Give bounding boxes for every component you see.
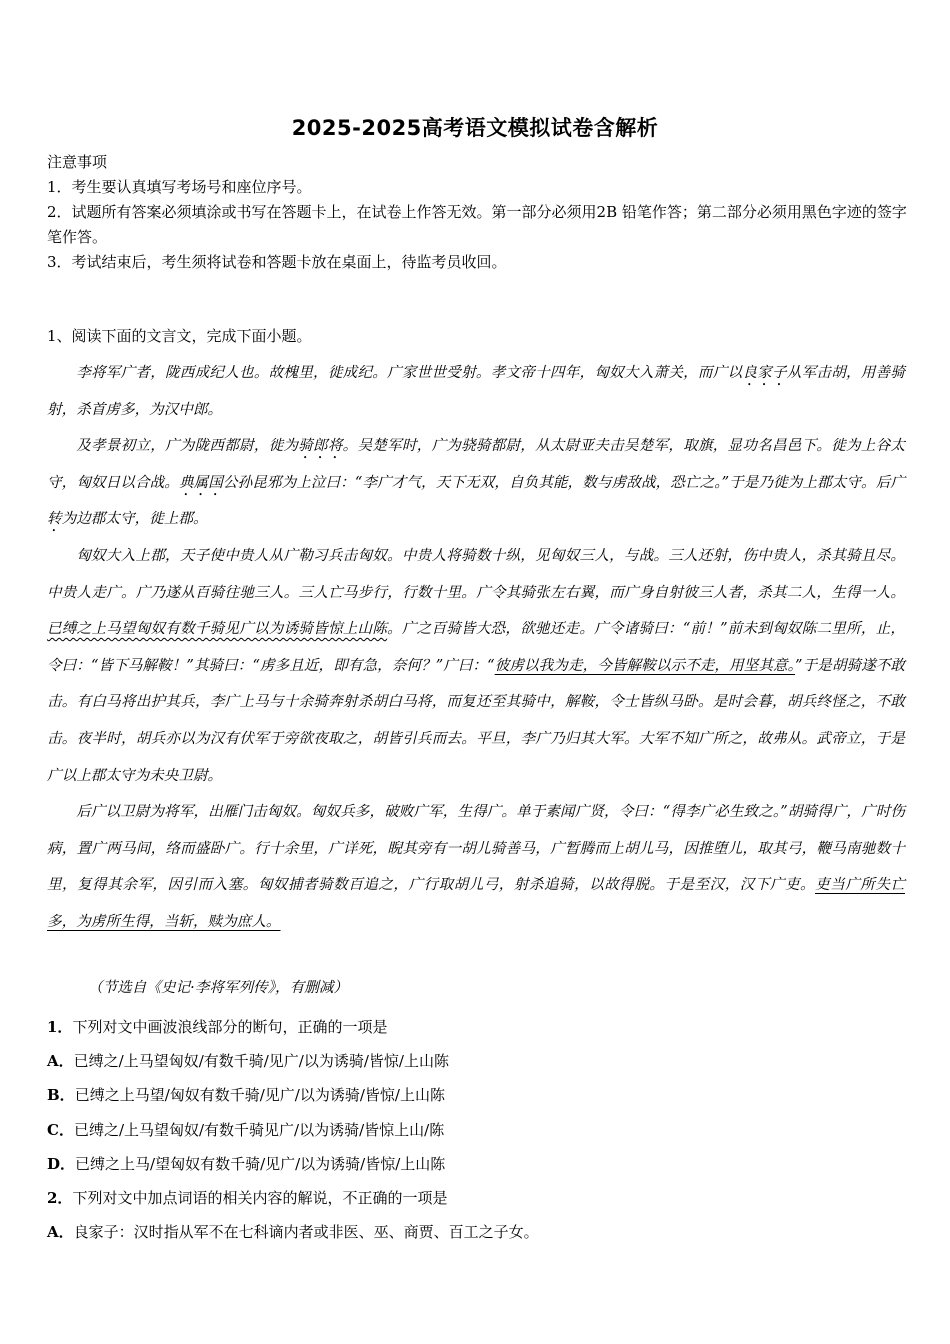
passage-paragraph (47, 428, 905, 538)
question-number: 1． (47, 1018, 73, 1036)
page-title: 2025-2025高考语文模拟试卷含解析 (291, 116, 659, 140)
question-intro: 1、阅读下面的文言文，完成下面小题。 (47, 327, 312, 345)
notice-heading: 注意事项 (47, 153, 108, 171)
passage-text: 公孙昆邪为上泣曰：“李广才气，天下无双，自负其能，数与虏敌战，恐亡之。”于是乃徙为上郡太守。后广 (222, 473, 905, 491)
option-b (47, 1078, 907, 1112)
notice-item: 1．考生要认真填写考场号和座位序号。 (47, 178, 312, 196)
dotted-term: 良家子 (742, 364, 787, 381)
option-a (47, 1044, 907, 1078)
option-text: 已缚之/上马望匈奴/有数千骑/见广/以为诱骑/皆惊/上山陈 (73, 1052, 449, 1071)
passage-text: 。吴楚军时，广为骁骑都尉，从太尉亚夫击吴楚军，取旗，显功名昌邑下。徙为上谷太守，匈奴日以合战。 (47, 437, 905, 491)
option-a (47, 1215, 907, 1249)
passage-text: 后广以卫尉为将军，出雁门击匈奴。匈奴兵多，破败广军，生得广。单于素闻广贤，令曰：“得李广必生致之。”胡骑得广，广时伤病，置广两马间，络而盛卧广。行十余里，广详死，睨其旁有一胡儿骑善马，广暂腾而上胡儿马，因推堕儿，取其弓，鞭马南驰数十里，复得其余军，因引而入塞。匈奴捕者骑数百追之，广行取胡儿弓，射杀追骑，以故得脱。于是至汉，汉下广吏。 (47, 803, 905, 894)
passage-text: 从军击胡，用善骑射，杀首虏多，为汉中郎。 (47, 364, 905, 418)
question-list (47, 1010, 907, 1249)
passage-paragraph (47, 355, 905, 428)
question-number: 2． (47, 1189, 73, 1208)
question-stem (47, 1181, 907, 1215)
passage-paragraph (47, 538, 905, 794)
passage-text: 匈奴大入上郡，天子使中贵人从广勒习兵击匈奴。中贵人将骑数十纵，见匈奴三人，与战。三人还射，伤中贵人，杀其骑且尽。中贵人走广。广乃遂从百骑往驰三人。三人亡马步行，行数十里。广令其骑张左右翼，而广身自射彼三人者，杀其二人，生得一人。 (47, 546, 905, 601)
notice-item: 2．试题所有答案必须填涂或书写在答题卡上，在试卷上作答无效。第一部分必须用2B 铅笔作答；第二部分必须用黑色字迹的签字笔作答。 (47, 203, 907, 246)
question-text: 下列对文中画波浪线部分的断句，正确的一项是 (72, 1018, 388, 1036)
underlined-sentence: 彼虏以我为走，今皆解鞍以示不走，用坚其意。 (494, 656, 796, 674)
notice-item: 3．考试结束后，考生须将试卷和答题卡放在桌面上，待监考员收回。 (47, 253, 507, 271)
dotted-term: 典属国 (178, 473, 223, 491)
option-text: 已缚之/上马望匈奴/有数千骑见广/以为诱骑/皆惊上山/陈 (73, 1120, 445, 1139)
question-stem (47, 1010, 907, 1044)
notice-section (47, 150, 907, 275)
dotted-term: 骑郎将 (298, 437, 343, 455)
passage-text: 李将军广者，陇西成纪人也。故槐里，徙成纪。广家世世受射。孝文帝十四年，匈奴大入萧关，而广以 (76, 364, 743, 381)
option-label: C． (47, 1120, 74, 1139)
passage-text: 。广之百骑皆大恐，欲驰还走。广令诸骑曰：“前！”前未到匈奴陈二里所，止，令曰：“皆下马解鞍！”其骑曰：“虏多且近，即有急，奈何？”广曰：“ (47, 620, 905, 674)
option-label: D． (47, 1154, 76, 1173)
option-c (47, 1113, 907, 1147)
passage-text: ”于是胡骑遂不敢击。有白马将出护其兵，李广上马与十余骑奔射杀胡白马将，而复还至其骑中，解鞍，令士皆纵马卧。是时会暮，胡兵终怪之，不敢击。夜半时，胡兵亦以为汉有伏军于旁欲夜取之，胡皆引兵而去。平旦，李广乃归其大军。大军不知广所之，故弗从。武帝立，于是广以上郡太守为未央卫尉。 (47, 656, 906, 784)
option-label: B． (47, 1086, 75, 1105)
classical-passage (47, 355, 905, 941)
passage-source: （节选自《史记·李将军列传》，有删减） (88, 979, 349, 996)
dotted-term: 转 (47, 510, 62, 528)
option-text: 已缚之上马/望匈奴有数千骑/见广/以为诱骑/皆惊/上山陈 (75, 1154, 446, 1173)
option-label: A． (47, 1223, 74, 1242)
passage-text: 及孝景初立，广为陇西都尉，徙为 (76, 437, 299, 455)
option-text: 良家子：汉时指从军不在七科谪内者或非医、巫、商贾、百工之子女。 (73, 1223, 539, 1242)
passage-paragraph (47, 794, 905, 940)
passage-text: 为边郡太守，徙上郡。 (61, 510, 208, 528)
wavy-underlined-text: 已缚之上马望匈奴有数千骑见广以为诱骑皆惊上山陈 (47, 620, 388, 638)
question-text: 下列对文中加点词语的相关内容的解说，不正确的一项是 (72, 1189, 448, 1208)
option-label: A． (47, 1052, 74, 1071)
underlined-sentence: 吏当广所失亡多，为虏所生得，当斩，赎为庶人。 (47, 876, 905, 930)
option-text: 已缚之上马望/匈奴有数千骑/见广/以为诱骑/皆惊/上山陈 (74, 1086, 445, 1105)
option-d (47, 1147, 907, 1181)
